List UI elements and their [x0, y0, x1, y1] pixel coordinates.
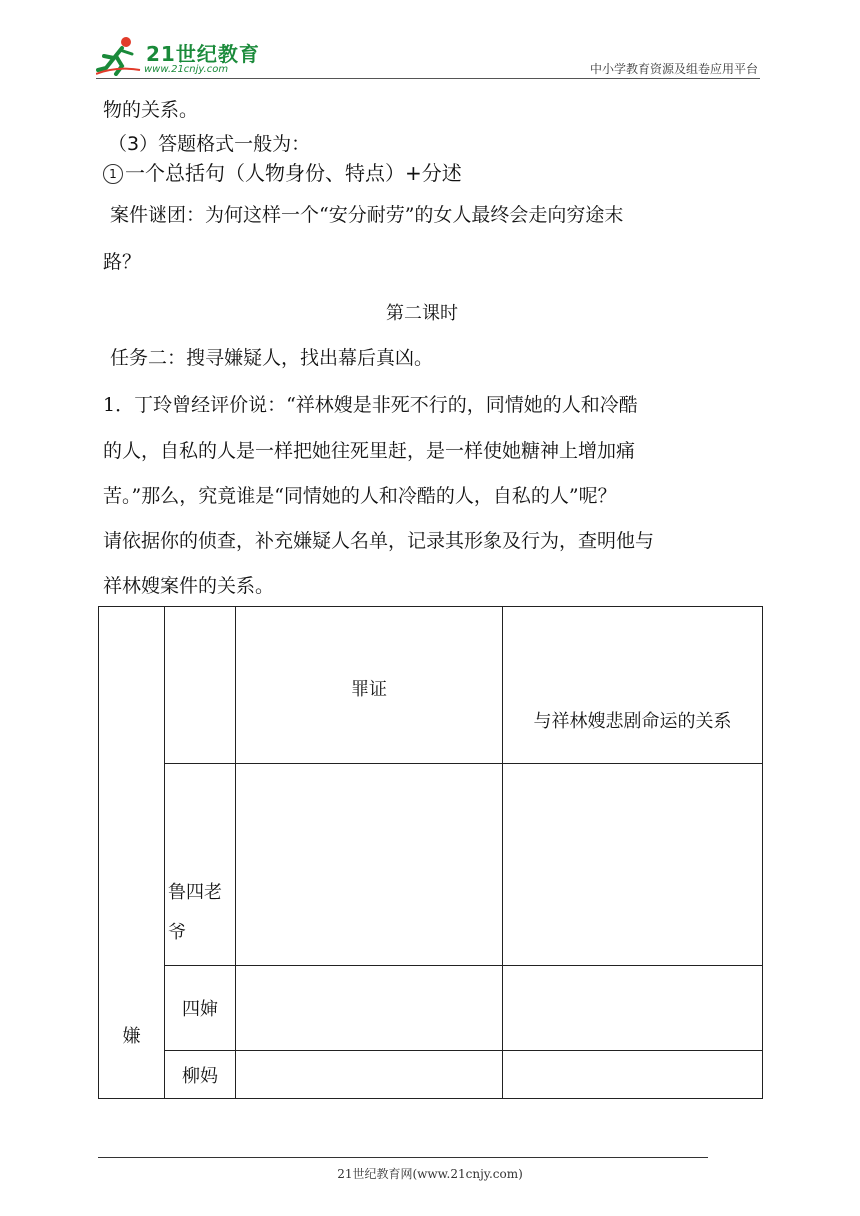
- page-header: [96, 32, 760, 80]
- relation-cell[interactable]: [503, 764, 763, 966]
- header-divider: [96, 78, 760, 79]
- question-one-line: 请依据你的侦查，补充嫌疑人名单，记录其形象及行为，查明他与: [103, 530, 655, 552]
- name-header-cell: [165, 607, 236, 764]
- suspect-name-cell: 四婶: [165, 966, 236, 1051]
- circled-number: 1: [103, 164, 123, 184]
- suspect-name-part: 鲁四老: [168, 882, 222, 903]
- suspect-group-cell: 嫌: [99, 607, 165, 1099]
- task-two: 任务二：搜寻嫌疑人，找出幕后真凶。: [110, 347, 434, 369]
- table-header-row: [99, 607, 763, 764]
- answer-format-heading: （3）答题格式一般为：: [108, 133, 311, 155]
- relation-cell[interactable]: [503, 1051, 763, 1099]
- suspect-name-cell: 柳妈: [165, 1051, 236, 1099]
- evidence-header-cell: 罪证: [236, 607, 503, 764]
- suspect-table: [98, 606, 763, 1099]
- evidence-cell[interactable]: [236, 1051, 503, 1099]
- site-logo: [96, 32, 266, 78]
- relation-header-cell: 与祥林嫂悲剧命运的关系: [503, 607, 763, 764]
- suspect-name-cell: [165, 764, 236, 966]
- evidence-cell[interactable]: [236, 966, 503, 1051]
- table-row: [99, 966, 763, 1051]
- body-line: 物的关系。: [103, 99, 199, 121]
- question-one-line: 苦。”那么，究竟谁是“同情她的人和冷酷的人，自私的人”呢？: [103, 485, 617, 507]
- question-one-line: 祥林嫂案件的关系。: [103, 575, 275, 597]
- platform-name: 中小学教育资源及组卷应用平台: [589, 62, 758, 76]
- table-row: [99, 1051, 763, 1099]
- page-footer: 21世纪教育网(www.21cnjy.com): [337, 1167, 523, 1181]
- answer-format-item: [103, 161, 462, 185]
- question-one-line: 的人，自私的人是一样把她往死里赶，是一样使她糖神上增加痛: [103, 440, 636, 462]
- case-mystery-line-end: 路？: [103, 251, 142, 273]
- logo-text: 21世纪教育: [146, 42, 260, 66]
- table-row: [99, 764, 763, 966]
- logo-url: www.21cnjy.com: [144, 64, 229, 75]
- runner-logo-icon: [96, 36, 142, 76]
- suspect-name-part: 爷: [168, 922, 186, 943]
- lesson-title: 第二课时: [386, 303, 458, 324]
- answer-format-text: 一个总括句（人物身份、特点）+分述: [125, 161, 462, 185]
- relation-cell[interactable]: [503, 966, 763, 1051]
- case-mystery-line: 案件谜团：为何这样一个“安分耐劳”的女人最终会走向穷途末: [110, 204, 624, 226]
- evidence-cell[interactable]: [236, 764, 503, 966]
- footer-divider: [98, 1157, 708, 1158]
- question-one-line: 1．丁玲曾经评价说：“祥林嫂是非死不行的，同情她的人和冷酷: [103, 394, 638, 416]
